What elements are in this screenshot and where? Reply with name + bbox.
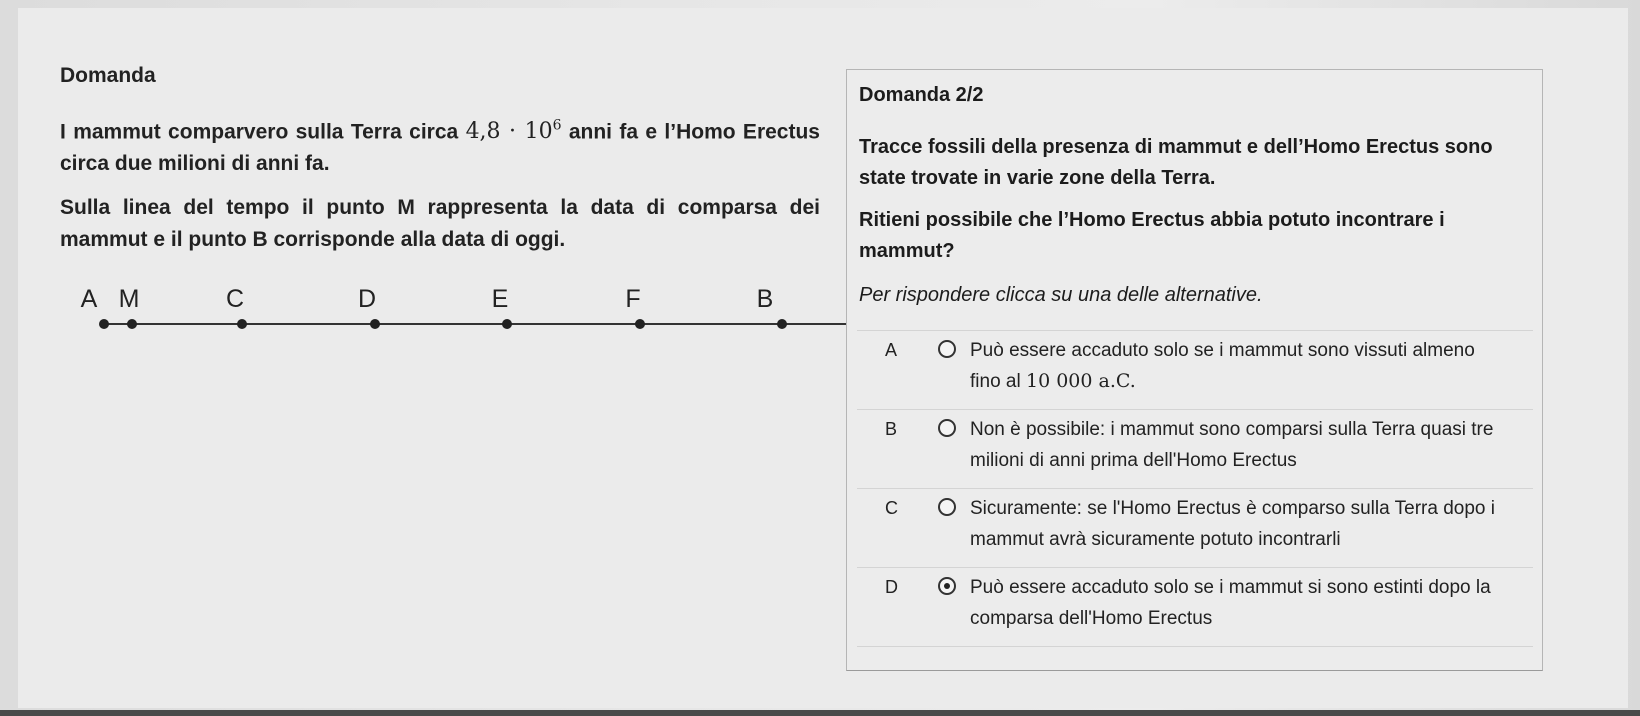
panel-paragraph-2: Ritieni possibile che l’Homo Erectus abbia potuto incontrare i mammut?: [859, 209, 1445, 262]
question-text-a: I mammut comparvero sulla Terra circa: [60, 120, 466, 144]
radio-button-d[interactable]: [938, 577, 956, 595]
screen-bottom-edge: [0, 710, 1640, 716]
option-text: Può essere accaduto solo se i mammut si sono estinti dopo la comparsa dell'Homo Erectus: [970, 577, 1491, 629]
timeline-label-c: C: [225, 285, 245, 313]
timeline-point-d: [370, 319, 380, 329]
radio-button-b[interactable]: [938, 419, 956, 437]
timeline-label-d: D: [357, 285, 377, 313]
answer-option-c[interactable]: [857, 489, 1533, 568]
question-paragraph-1: [60, 110, 820, 180]
timeline-point-b: [777, 319, 787, 329]
option-text-a: Può essere accaduto solo se i mammut sono vissuti almeno fino al: [970, 340, 1475, 392]
timeline-label-e: E: [491, 285, 509, 313]
radio-button-a[interactable]: [938, 340, 956, 358]
radio-button-c[interactable]: [938, 498, 956, 516]
timeline-label-b: B: [756, 285, 774, 313]
answer-option-a[interactable]: [857, 331, 1533, 410]
option-letter: A: [885, 340, 898, 360]
timeline-point-m: [127, 319, 137, 329]
option-math: 10 000 a.C.: [1025, 370, 1136, 392]
answer-option-b[interactable]: [857, 410, 1533, 489]
timeline: [60, 285, 820, 345]
math-expression: [466, 119, 562, 144]
timeline-label-a: A: [80, 285, 98, 313]
timeline-point-e: [502, 319, 512, 329]
question-paragraph-2: Sulla linea del tempo il punto M rappresenta la data di comparsa dei mammut e il punto B corrisponde alla data di oggi.: [60, 196, 820, 251]
timeline-point-a: [99, 319, 109, 329]
math-exponent: 6: [552, 118, 562, 134]
question-panel: [846, 69, 1543, 671]
timeline-point-c: [237, 319, 247, 329]
left-title: Domanda: [60, 64, 156, 87]
panel-paragraph-1: Tracce fossili della presenza di mammut e dell’Homo Erectus sono state trovate in varie zone della Terra.: [859, 136, 1493, 189]
option-letter: C: [885, 498, 898, 518]
option-text: Sicuramente: se l'Homo Erectus è comparso sulla Terra dopo i mammut avrà sicuramente potuto incontrarli: [970, 498, 1495, 550]
option-letter: B: [885, 419, 898, 439]
option-letter: D: [885, 577, 898, 597]
option-text: [970, 335, 1510, 397]
answer-options: [857, 330, 1533, 647]
timeline-line: [100, 323, 852, 325]
panel-title: Domanda 2/2: [859, 84, 984, 106]
math-base: 4,8 · 10: [465, 119, 553, 145]
question-text-b: anni fa e l’Homo Erectus circa due milioni di anni fa.: [60, 120, 820, 176]
timeline-point-f: [635, 319, 645, 329]
option-text: Non è possibile: i mammut sono comparsi sulla Terra quasi tre milioni di anni prima dell'Homo Erectus: [970, 419, 1494, 471]
timeline-label-f: F: [625, 285, 641, 313]
answer-instruction: Per rispondere clicca su una delle alternative.: [859, 284, 1263, 306]
timeline-label-m: M: [118, 285, 140, 313]
answer-option-d[interactable]: [857, 568, 1533, 647]
